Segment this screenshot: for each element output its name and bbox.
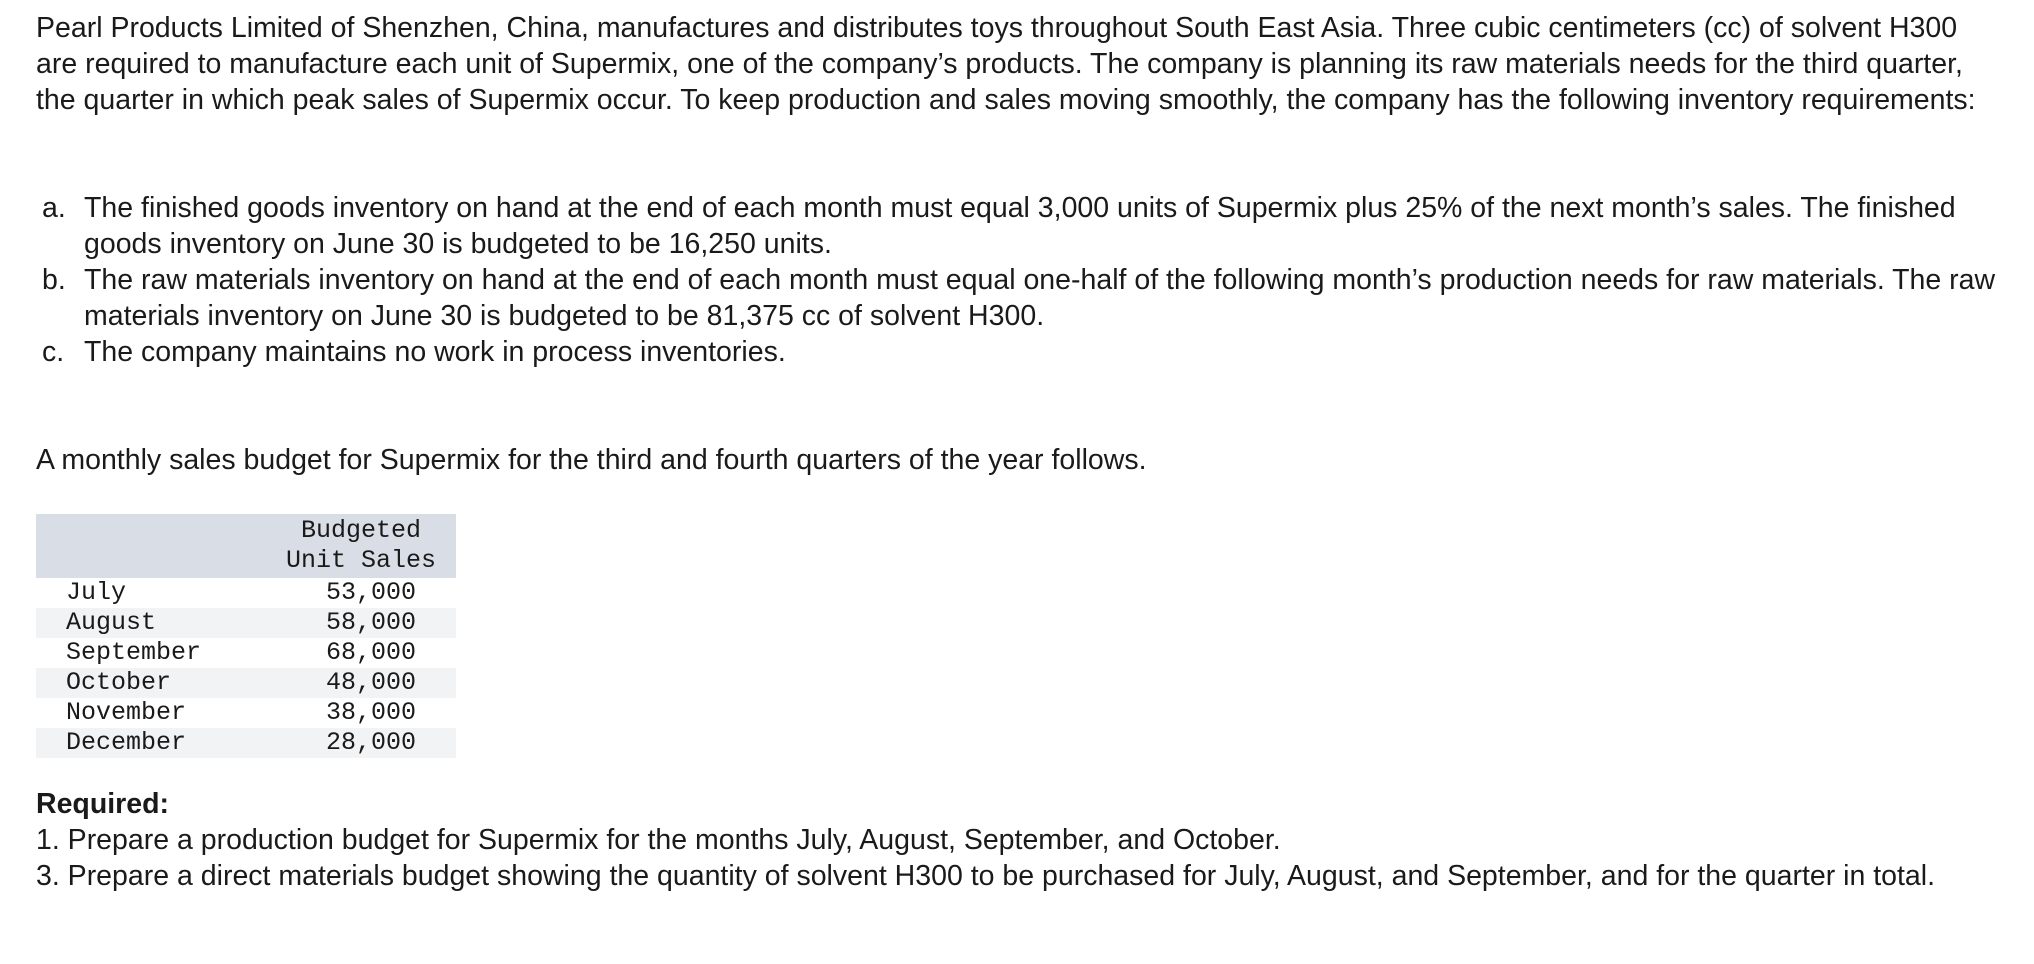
list-item-text: The raw materials inventory on hand at the end of each month must equal one-half of the following month’s production needs for raw materials. The raw materials inventory on June 30 is budgeted to be 81,375 cc of solvent H300. — [84, 264, 1996, 332]
inventory-requirements-list — [36, 190, 1996, 370]
table-row — [36, 668, 456, 698]
table-row — [36, 578, 456, 608]
intro-paragraph: Pearl Products Limited of Shenzhen, China, manufactures and distributes toys throughout South East Asia. Three cubic centimeters (cc) of solvent H300 are required to manufacture each unit of Supermix, one of the company’s products. The company is planning its raw materials needs for the third quarter, the quarter in which peak sales of Supermix occur. To keep production and sales moving smoothly, the company has the following inventory requirements: — [36, 12, 1976, 116]
required-item: 3. Prepare a direct materials budget showing the quantity of solvent H300 to be purchased for July, August, and September, and for the quarter in total. — [36, 860, 1936, 892]
unit-sales-cell: 48,000 — [266, 668, 456, 698]
sales-budget-table — [36, 514, 456, 758]
header-line-2: Unit Sales — [286, 546, 437, 575]
month-cell: December — [36, 728, 266, 758]
month-cell: July — [66, 578, 127, 607]
unit-sales-cell: 38,000 — [326, 698, 417, 727]
sales-intro: A monthly sales budget for Supermix for the third and fourth quarters of the year follows. — [36, 444, 1147, 476]
unit-sales-cell: 68,000 — [326, 638, 417, 667]
list-item-text: The finished goods inventory on hand at the end of each month must equal 3,000 units of Supermix plus 25% of the next month’s sales. The finished goods inventory on June 30 is budgeted to be 16,250 units. — [84, 192, 1956, 260]
month-column-header — [36, 514, 266, 578]
list-marker: b. — [42, 264, 66, 296]
table-row — [36, 728, 456, 758]
unit-sales-cell: 28,000 — [266, 728, 456, 758]
list-item — [42, 190, 1996, 262]
list-marker: a. — [42, 192, 66, 224]
unit-sales-cell: 53,000 — [326, 578, 417, 607]
unit-sales-cell: 58,000 — [266, 608, 456, 638]
table-row — [36, 638, 456, 668]
intro-section — [36, 10, 1996, 118]
unit-sales-column-header — [266, 514, 456, 578]
table-row — [36, 698, 456, 728]
list-marker: c. — [42, 336, 65, 368]
required-heading: Required: — [36, 788, 170, 820]
required-section — [36, 786, 1996, 894]
month-cell: October — [36, 668, 266, 698]
month-cell: November — [66, 698, 187, 727]
list-item — [42, 334, 1996, 370]
month-cell: September — [66, 638, 202, 667]
list-item — [42, 262, 1996, 334]
list-item-text: The company maintains no work in process inventories. — [84, 336, 786, 368]
header-line-1: Budgeted — [301, 516, 422, 545]
problem-page — [36, 10, 1996, 894]
required-item: 1. Prepare a production budget for Supermix for the months July, August, September, and October. — [36, 824, 1281, 856]
table-row — [36, 608, 456, 638]
table-header-row — [36, 514, 456, 578]
month-cell: August — [36, 608, 266, 638]
